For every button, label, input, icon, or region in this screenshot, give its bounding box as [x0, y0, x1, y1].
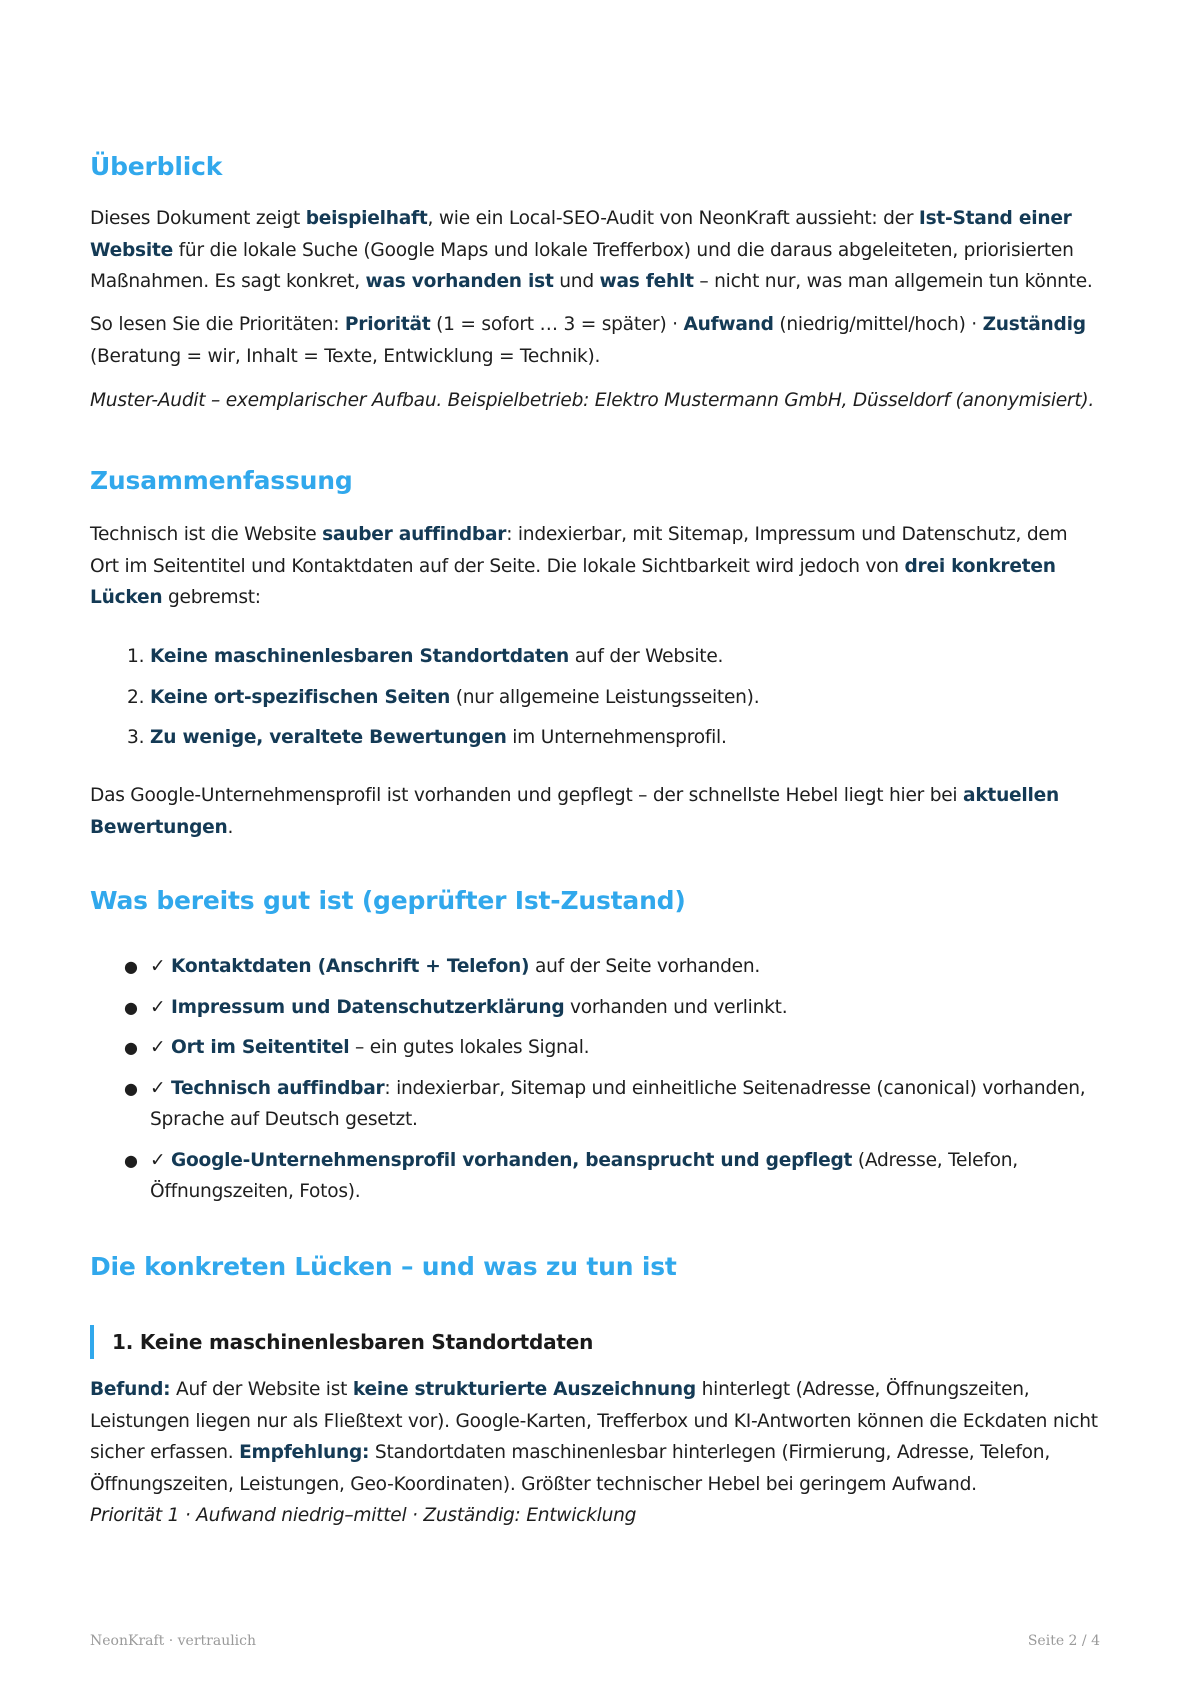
- gap-1-body: Befund: Auf der Website ist keine strukturierte Auszeichnung hinterlegt (Adresse, Öffnungszeiten, Leistungen liegen nur als Fließtext vor). Google-Karten, Trefferbox und KI-Antworten können die Eckdaten nicht sicher erfassen. Empfehlung: Standortdaten maschinenlesbar hinterlegen (Firmierung, Adresse, Telefon, Öffnungszeiten, Leistungen, Geo-Koordinaten). Größter technischer Hebel bei geringem Aufwand. Priorität 1 · Aufwand niedrig–mittel · Zuständig: Entwicklung: [90, 1379, 1098, 1526]
- overview-note: Muster-Audit – exemplarischer Aufbau. Beispielbetrieb: Elektro Mustermann GmbH, Düsseldorf (anonymisiert).: [90, 390, 1095, 411]
- list-item: 3. Zu wenige, veraltete Bewertungen im Unternehmensprofil.: [127, 727, 727, 748]
- gaps-heading: Die konkreten Lücken – und was zu tun ist: [90, 1252, 677, 1281]
- list-item: ● ✓ Technisch auffindbar: indexierbar, Sitemap und einheitliche Seitenadresse (canonical) vorhanden, Sprache auf Deutsch gesetzt.: [90, 1073, 1100, 1136]
- summary-gap-list: [90, 641, 1100, 754]
- overview-heading: Überblick: [90, 152, 223, 181]
- footer-page-number: Seite 2 / 4: [1027, 1633, 1100, 1649]
- list-item: ● ✓ Kontaktdaten (Anschrift + Telefon) auf der Seite vorhanden.: [90, 951, 1100, 983]
- check-icon: ✓: [150, 1077, 166, 1099]
- list-item: ● ✓ Impressum und Datenschutzerklärung vorhanden und verlinkt.: [90, 992, 1100, 1024]
- bullet-icon: ●: [124, 1150, 138, 1170]
- list-item: 2. Keine ort-spezifischen Seiten (nur allgemeine Leistungsseiten).: [127, 686, 760, 708]
- summary-paragraph-2: Das Google-Unternehmensprofil ist vorhanden und gepflegt – der schnellste Hebel liegt hier bei aktuellen Bewertungen.: [90, 785, 1060, 838]
- check-icon: ✓: [150, 1037, 166, 1058]
- check-icon: ✓: [150, 956, 166, 977]
- bullet-icon: ●: [124, 997, 138, 1017]
- check-icon: ✓: [150, 996, 166, 1018]
- bullet-icon: ●: [124, 1078, 138, 1098]
- good-heading: Was bereits gut ist (geprüfter Ist-Zustand): [90, 886, 686, 915]
- check-icon: ✓: [150, 1149, 166, 1171]
- summary-paragraph-1: Technisch ist die Website sauber auffindbar: indexierbar, mit Sitemap, Impressum und Datenschutz, dem Ort im Seitentitel und Kontaktdaten auf der Seite. Die lokale Sichtbarkeit wird jedoch von drei konkreten Lücken gebremst:: [90, 524, 1068, 608]
- footer-left: NeonKraft · vertraulich: [90, 1633, 257, 1649]
- overview-paragraph-2: So lesen Sie die Prioritäten: Priorität (1 = sofort … 3 = später) · Aufwand (niedrig/mittel/hoch) · Zuständig (Beratung = wir, Inhalt = Texte, Entwicklung = Technik).: [90, 314, 1086, 367]
- bullet-icon: ●: [124, 1038, 138, 1057]
- good-list: [90, 951, 1100, 1208]
- list-item: 1. Keine maschinenlesbaren Standortdaten auf der Website.: [127, 646, 724, 667]
- summary-heading: Zusammenfassung: [90, 466, 353, 495]
- list-item: ● ✓ Ort im Seitentitel – ein gutes lokales Signal.: [90, 1032, 1100, 1064]
- gap-1-heading: 1. Keine maschinenlesbaren Standortdaten: [90, 1325, 593, 1359]
- overview-paragraph-1: Dieses Dokument zeigt beispielhaft, wie ein Local-SEO-Audit von NeonKraft aussieht: der Ist-Stand einer Website für die lokale Suche (Google Maps und lokale Trefferbox) und die daraus abgeleiteten, priorisierten Maßnahmen. Es sagt konkret, was vorhanden ist und was fehlt – nicht nur, was man allgemein tun könnte.: [90, 208, 1093, 292]
- bullet-icon: ●: [124, 957, 138, 976]
- list-item: ● ✓ Google-Unternehmensprofil vorhanden, beansprucht und gepflegt (Adresse, Telefon, Öffnungszeiten, Fotos).: [90, 1145, 1100, 1208]
